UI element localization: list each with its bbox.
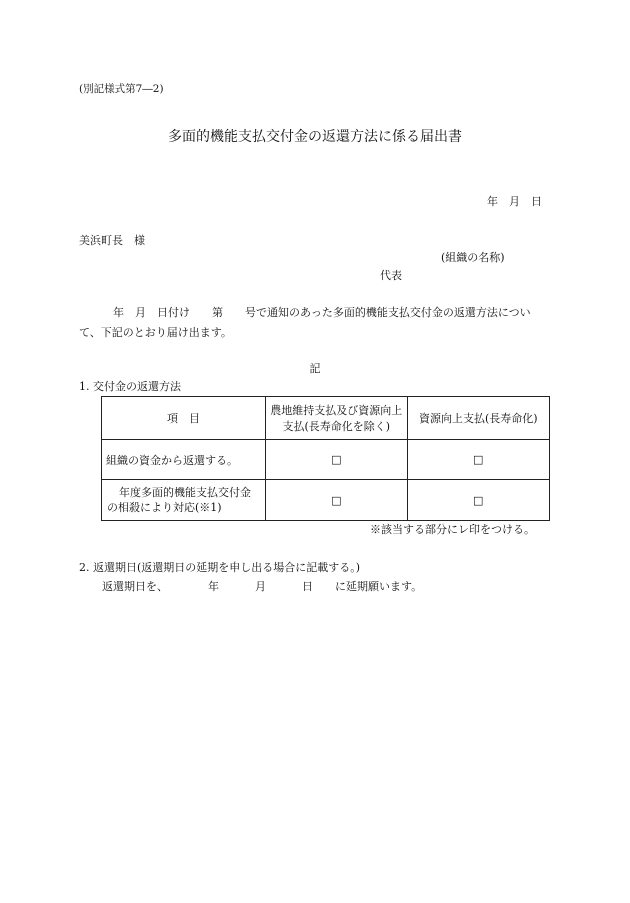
checkbox-own-funds-resource[interactable]: □ bbox=[407, 440, 549, 480]
addressee: 美浜町長 様 bbox=[79, 234, 145, 247]
row-label-offset-text: 年度多面的機能支払交付金の相殺により対応(※1) bbox=[107, 486, 251, 514]
row-label-offset bbox=[102, 480, 266, 521]
checkbox-offset-farmland[interactable]: □ bbox=[266, 480, 408, 521]
header-resource-improvement: 資源向上支払(長寿命化) bbox=[407, 397, 549, 440]
extension-month: 月 bbox=[255, 580, 266, 593]
extension-prefix: 返還期日を、 bbox=[102, 580, 168, 593]
organization-name-label: (組織の名称) bbox=[441, 251, 505, 264]
return-method-table bbox=[101, 396, 550, 521]
checkbox-own-funds-farmland[interactable]: □ bbox=[266, 440, 408, 480]
form-number: (別記様式第7―2) bbox=[79, 83, 164, 95]
extension-suffix: に延期願います。 bbox=[335, 580, 423, 593]
body-text: 年 月 日付け 第 号で通知のあった多面的機能支払交付金の返還方法について、下記のとおり届け出ます。 bbox=[79, 306, 531, 339]
table-row bbox=[102, 480, 550, 521]
table-header-row bbox=[102, 397, 550, 440]
date-line: 年 月 日 bbox=[487, 195, 542, 208]
header-item: 項 目 bbox=[102, 397, 266, 440]
checkbox-offset-resource[interactable]: □ bbox=[407, 480, 549, 521]
header-farmland-maintenance: 農地維持支払及び資源向上支払(長寿命化を除く) bbox=[266, 397, 408, 440]
ki-heading: 記 bbox=[309, 362, 321, 375]
document-title: 多面的機能支払交付金の返還方法に係る届出書 bbox=[168, 129, 462, 145]
body-paragraph bbox=[79, 303, 549, 343]
section1-heading: 1. 交付金の返還方法 bbox=[79, 380, 181, 393]
section2-heading: 2. 返還期日(返還期日の延期を申し出る場合に記載する。) bbox=[79, 561, 361, 574]
extension-year: 年 bbox=[208, 580, 219, 593]
representative-label: 代表 bbox=[380, 269, 402, 282]
row-label-own-funds: 組織の資金から返還する。 bbox=[102, 440, 266, 480]
table-row bbox=[102, 440, 550, 480]
checkmark-note: ※該当する部分にレ印をつける。 bbox=[370, 523, 535, 536]
extension-line bbox=[102, 578, 422, 594]
extension-day: 日 bbox=[302, 580, 313, 593]
